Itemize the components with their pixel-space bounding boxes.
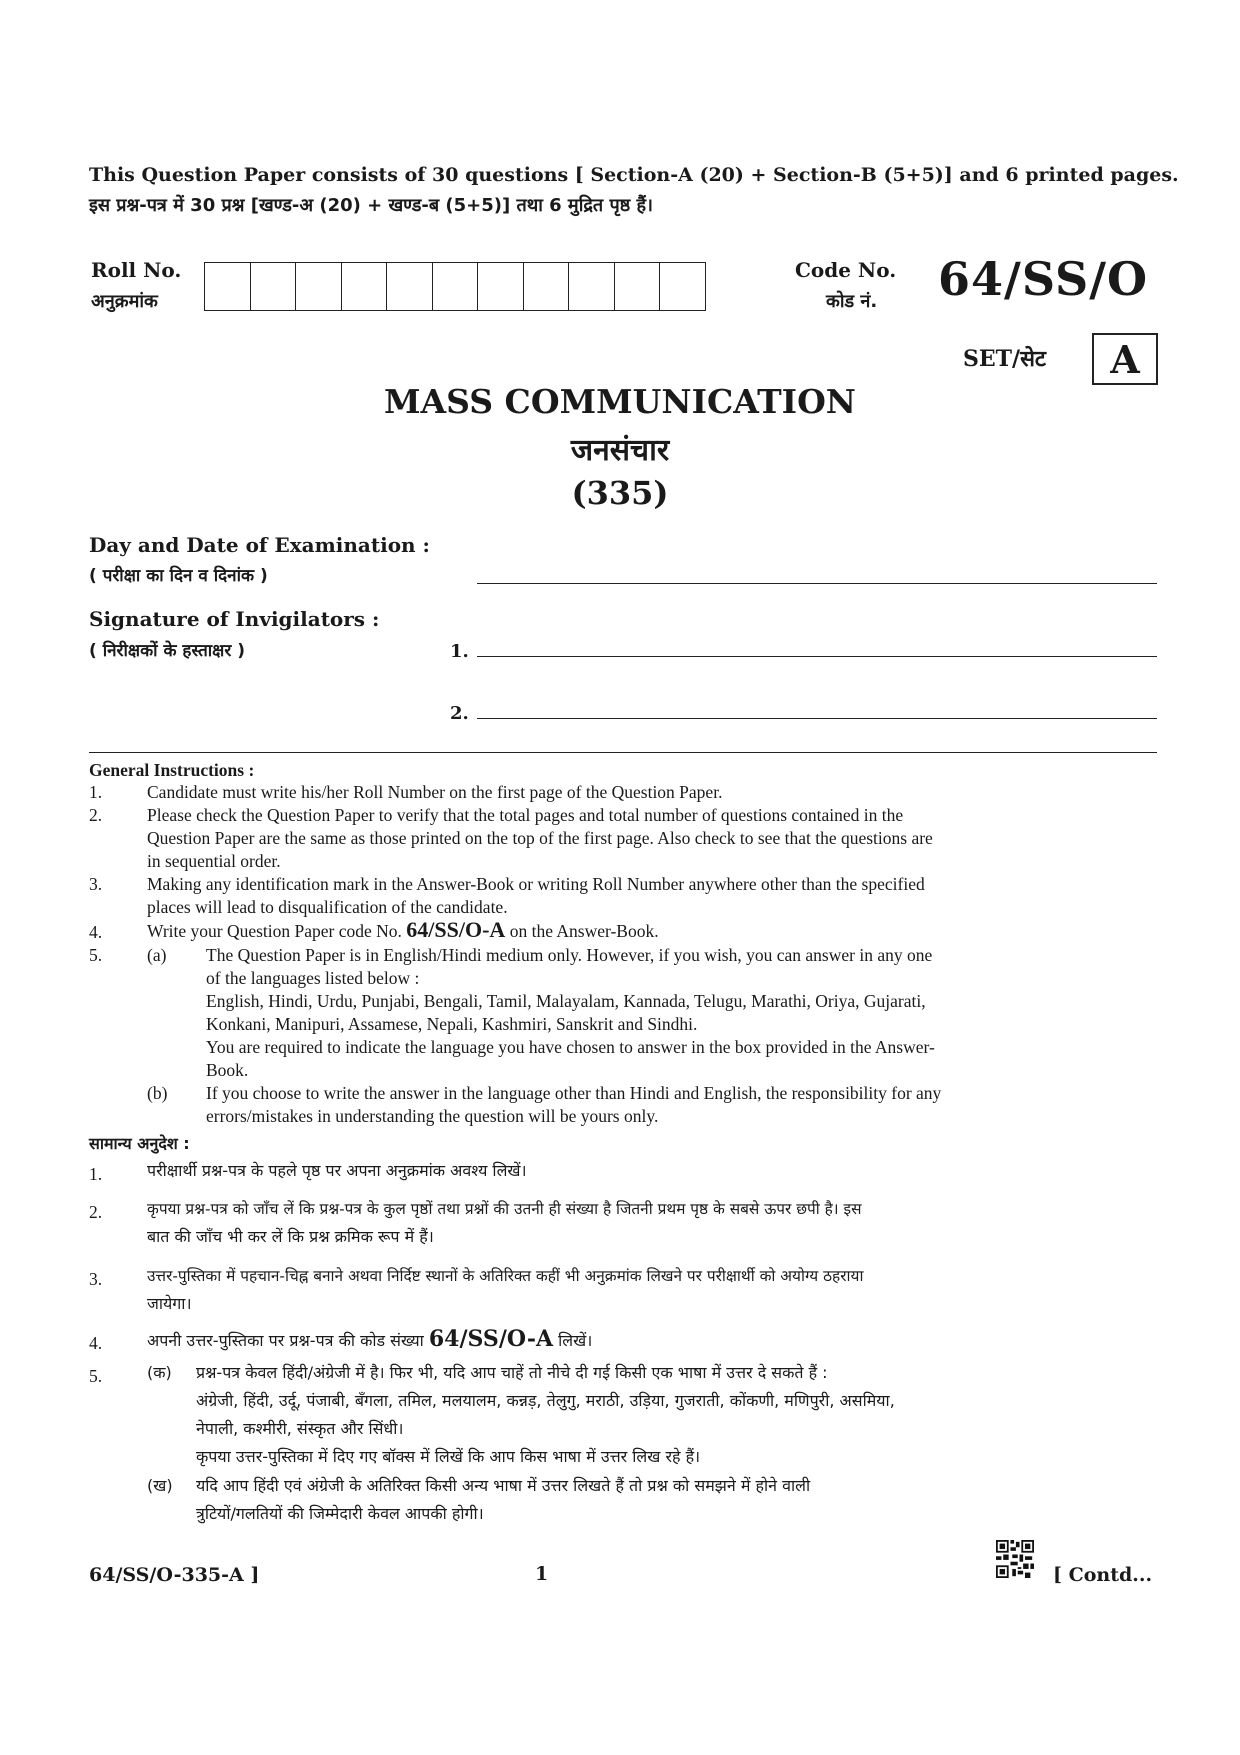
invigilator-2-line[interactable] [477, 718, 1157, 719]
instr-en-4-num: 4. [89, 922, 103, 942]
instr-hi-4-pre: अपनी उत्तर-पुस्तिका पर प्रश्न-पत्र की कोड संख्या [147, 1331, 424, 1350]
exam-date-label-hi: ( परीक्षा का दिन व दिनांक ) [89, 566, 268, 586]
instr-en-1-line: Candidate must write his/her Roll Number on the first page of the Question Paper. [147, 782, 723, 802]
header-line-en: This Question Paper consists of 30 questions [ Section-A (20) + Section-B (5+5)] and 6 printed pages. [89, 164, 1179, 186]
invigilator-1-line[interactable] [477, 656, 1157, 657]
instr-hi-3-num: 3. [89, 1269, 103, 1289]
instr-en-2-num: 2. [89, 805, 103, 825]
roll-box[interactable] [342, 262, 388, 311]
instr-hi-3-line: उत्तर-पुस्तिका में पहचान-चिह्न बनाने अथवा निर्दिष्ट स्थानों के अतिरिक्त कहीं भी अनुक्रमांक लिखने पर परीक्षार्थी को अयोग्य ठहराया [147, 1267, 864, 1285]
set-label: SET/सेट [963, 346, 1047, 372]
instr-hi-2-line: कृपया प्रश्न-पत्र को जाँच लें कि प्रश्न-पत्र के कुल पृष्ठों तथा प्रश्नों की उतनी ही संख्या है जितनी प्रथम पृष्ठ के सबसे ऊपर छपी है। इस [147, 1200, 862, 1218]
roll-label-en: Roll No. [91, 258, 182, 282]
roll-label-hi: अनुक्रमांक [91, 291, 158, 312]
instr-en-2-line: Question Paper are the same as those printed on the top of the first page. Also check to see that the questions are [147, 828, 933, 848]
instr-en-4-pre: Write your Question Paper code No. [147, 921, 402, 941]
instr-en-3-num: 3. [89, 874, 103, 894]
code-label-hi: कोड नं. [826, 291, 878, 312]
invigilator-label-hi: ( निरीक्षकों के हस्ताक्षर ) [89, 641, 245, 661]
instr-en-5b-line: If you choose to write the answer in the language other than Hindi and English, the responsibility for any [206, 1083, 942, 1103]
page-number: 1 [535, 1563, 549, 1585]
roll-box[interactable] [205, 262, 251, 311]
invigilator-2-number: 2. [450, 703, 469, 724]
instr-hi-3-line: जायेगा। [147, 1294, 192, 1313]
set-value-box: A [1092, 333, 1158, 385]
instr-en-3-line: places will lead to disqualification of the candidate. [147, 897, 508, 917]
instr-en-3-line: Making any identification mark in the Answer-Book or writing Roll Number anywhere other than the specified [147, 874, 925, 894]
paper-code: 64/SS/O [938, 252, 1149, 306]
exam-date-label-en: Day and Date of Examination : [89, 533, 430, 557]
invigilator-1-number: 1. [450, 641, 469, 662]
instr-hi-5b-label: (ख) [147, 1476, 173, 1495]
roll-box[interactable] [296, 262, 342, 311]
instr-hi-5a-line: नेपाली, कश्मीरी, संस्कृत और सिंधी। [196, 1419, 404, 1438]
qr-code-icon [996, 1540, 1034, 1578]
instr-en-5-num: 5. [89, 945, 103, 965]
instr-en-5a-line: Book. [206, 1060, 249, 1080]
instr-hi-2-line: बात की जाँच भी कर लें कि प्रश्न क्रमिक रूप में हैं। [147, 1227, 434, 1246]
instr-hi-5a-line: अंग्रेजी, हिंदी, उर्दू, पंजाबी, बँगला, तमिल, मलयालम, कन्नड़, तेलुगु, मराठी, उड़िया, गुजराती, कोंकणी, मणिपुरी, असमिया, [196, 1391, 895, 1410]
instr-en-5a-label: (a) [147, 945, 167, 965]
instr-en-5a-line: You are required to indicate the language you have chosen to answer in the box provided in the Answer- [206, 1037, 935, 1057]
instr-en-4-post: on the Answer-Book. [509, 921, 659, 941]
instr-en-5a-line: The Question Paper is in English/Hindi medium only. However, if you wish, you can answer in any one [206, 945, 933, 965]
instr-en-5a-line: English, Hindi, Urdu, Punjabi, Bengali, Tamil, Malayalam, Kannada, Telugu, Marathi, Oriya, Gujarati, [206, 991, 926, 1011]
instr-hi-5b-line: यदि आप हिंदी एवं अंग्रेजी के अतिरिक्त किसी अन्य भाषा में उत्तर लिखते हैं तो प्रश्न को समझने में होने वाली [196, 1476, 811, 1495]
instr-en-4-code: 64/SS/O-A [406, 917, 506, 942]
instr-en-1-num: 1. [89, 782, 103, 802]
instr-en-2-line: in sequential order. [147, 851, 281, 871]
invigilator-label-en: Signature of Invigilators : [89, 607, 380, 631]
roll-box[interactable] [569, 262, 615, 311]
instructions-heading-en: General Instructions : [89, 760, 255, 780]
roll-number-boxes[interactable] [204, 262, 706, 311]
roll-box[interactable] [251, 262, 297, 311]
instr-en-5a-line: of the languages listed below : [206, 968, 420, 988]
instr-hi-4-code: 64/SS/O-A [428, 1326, 554, 1352]
roll-box[interactable] [478, 262, 524, 311]
instructions-heading-hi: सामान्य अनुदेश : [89, 1134, 190, 1153]
instr-hi-4-post: लिखें। [558, 1331, 593, 1350]
continued-label: [ Contd... [1053, 1564, 1153, 1586]
code-label-en: Code No. [795, 258, 897, 282]
instr-hi-2-num: 2. [89, 1202, 103, 1222]
instr-en-2-line: Please check the Question Paper to verify that the total pages and total number of questions contained in the [147, 805, 904, 825]
footer-paper-id: 64/SS/O-335-A ] [89, 1564, 260, 1586]
section-divider [89, 752, 1157, 753]
roll-box[interactable] [387, 262, 433, 311]
instr-hi-4-num: 4. [89, 1333, 103, 1353]
instr-hi-5b-line: त्रुटियों/गलतियों की जिम्मेदारी केवल आपकी होगी। [196, 1504, 484, 1523]
instr-hi-5a-line: प्रश्न-पत्र केवल हिंदी/अंग्रेजी में है। फिर भी, यदि आप चाहें तो नीचे दी गई किसी एक भाषा में उत्तर दे सकते हैं : [196, 1363, 828, 1382]
roll-box[interactable] [433, 262, 479, 311]
instr-hi-5a-label: (क) [147, 1363, 172, 1382]
instr-en-4-line [147, 919, 659, 942]
instr-en-5a-line: Konkani, Manipuri, Assamese, Nepali, Kashmiri, Sanskrit and Sindhi. [206, 1014, 698, 1034]
roll-box[interactable] [660, 262, 706, 311]
instr-en-5b-line: errors/mistakes in understanding the question will be yours only. [206, 1106, 659, 1126]
instr-hi-1-line: परीक्षार्थी प्रश्न-पत्र के पहले पृष्ठ पर अपना अनुक्रमांक अवश्य लिखें। [147, 1161, 527, 1180]
instr-hi-4-line [147, 1328, 592, 1352]
instr-hi-1-num: 1. [89, 1164, 103, 1184]
subject-title-hi: जनसंचार [570, 433, 670, 468]
instr-en-5b-label: (b) [147, 1083, 168, 1103]
instr-hi-5a-line: कृपया उत्तर-पुस्तिका में दिए गए बॉक्स में लिखें कि आप किस भाषा में उत्तर लिख रहे हैं। [196, 1447, 701, 1466]
roll-box[interactable] [615, 262, 661, 311]
instr-hi-5-num: 5. [89, 1366, 103, 1386]
roll-box[interactable] [524, 262, 570, 311]
exam-date-line[interactable] [477, 583, 1157, 584]
subject-code: (335) [571, 474, 669, 512]
header-line-hi: इस प्रश्न-पत्र में 30 प्रश्न [खण्ड-अ (20) + खण्ड-ब (5+5)] तथा 6 मुद्रित पृष्ठ हैं। [89, 195, 653, 216]
subject-title-en: MASS COMMUNICATION [384, 382, 856, 421]
